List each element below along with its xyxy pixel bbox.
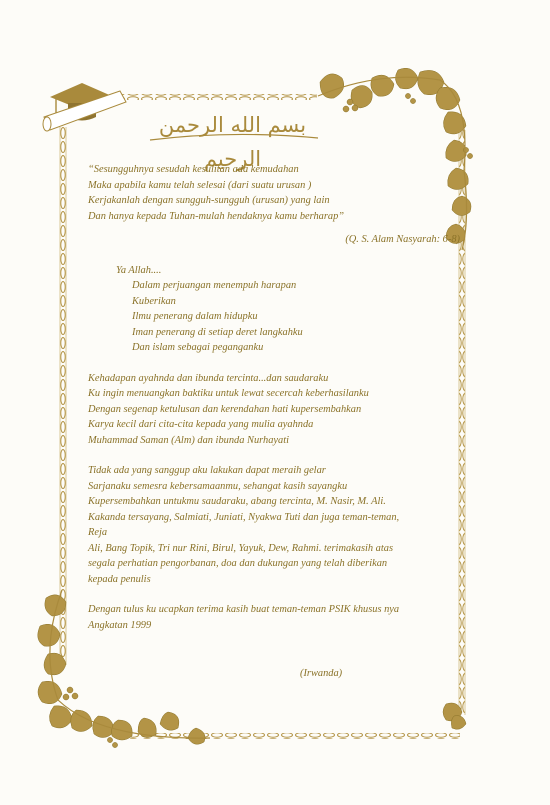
thanks-line: kepada penulis (88, 573, 151, 585)
thanks-line: Sarjanaku semesra kebersamaanmu, sehangat kasih sayangku (88, 480, 348, 492)
basmala-calligraphy: بسم الله الرحمن الرحيم (158, 113, 307, 171)
dedication-line: Kehadapan ayahnda dan ibunda tercinta...dan saudaraku (88, 372, 329, 384)
quote-block (88, 162, 460, 248)
prayer-line: Dalam perjuangan menempuh harapan (132, 280, 297, 291)
dedication-line: Dengan segenap ketulusan dan kerendahan hati kupersembahkan (88, 403, 362, 415)
prayer-line: Iman penerang di setiap deret langkahku (132, 326, 303, 338)
closing-block (88, 602, 460, 633)
dedication-block (88, 371, 460, 449)
dedication-line: Ku ingin menuangkan baktiku untuk lewat secercah keberhasilanku (88, 388, 369, 399)
closing-line: Dengan tulus ku ucapkan terima kasih buat teman-teman PSIK khusus nya (88, 604, 400, 615)
prayer-line: Dan islam sebagai peganganku (132, 342, 264, 353)
quote-line: Maka apabila kamu telah selesai (dari suatu urusan ) (88, 179, 312, 191)
thanks-block (88, 463, 460, 587)
quote-line: Kerjakanlah dengan sungguh-sungguh (urusan) yang lain (88, 195, 330, 206)
signature: (Irwanda) (300, 668, 343, 679)
prayer-line: Kuberikan (132, 295, 176, 307)
thanks-line: Ali, Bang Topik, Tri nur Rini, Birul, Yayuk, Dew, Rahmi. terimakasih atas (88, 542, 393, 554)
quote-line: “Sesungguhnya sesudah kesulitan ada kemudahan (88, 164, 299, 175)
quote-reference: (Q. S. Alam Nasyarah: 6-8) (345, 234, 460, 245)
dedication-text (88, 162, 460, 648)
dedication-line: Karya kecil dari cita-cita kepada yang mulia ayahnda (88, 419, 314, 430)
closing-line: Angkatan 1999 (88, 619, 152, 631)
quote-line: Dan hanya kepada Tuhan-mulah hendaknya kamu berharap” (88, 210, 345, 222)
prayer-line: Ilmu penerang dalam hidupku (132, 311, 258, 322)
thanks-line: segala perhatian pengorbanan, doa dan dukungan yang telah diberikan (88, 558, 388, 569)
prayer-opening: Ya Allah.... (116, 264, 162, 276)
dedication-line: Muhammad Saman (Alm) dan ibunda Nurhayati (88, 434, 289, 446)
thanks-line: Tidak ada yang sanggup aku lakukan dapat meraih gelar (88, 465, 326, 476)
thanks-line: Kakanda tersayang, Salmiati, Juniati, Nyakwa Tuti dan juga teman-teman, (88, 511, 400, 523)
thanks-line: Reja (88, 527, 108, 538)
left-border-chain (60, 124, 66, 664)
top-border-chain (112, 94, 317, 100)
thanks-line: Kupersembahkan untukmu saudaraku, abang tercinta, M. Nasir, M. Ali. (88, 496, 386, 507)
prayer-block (88, 263, 460, 356)
